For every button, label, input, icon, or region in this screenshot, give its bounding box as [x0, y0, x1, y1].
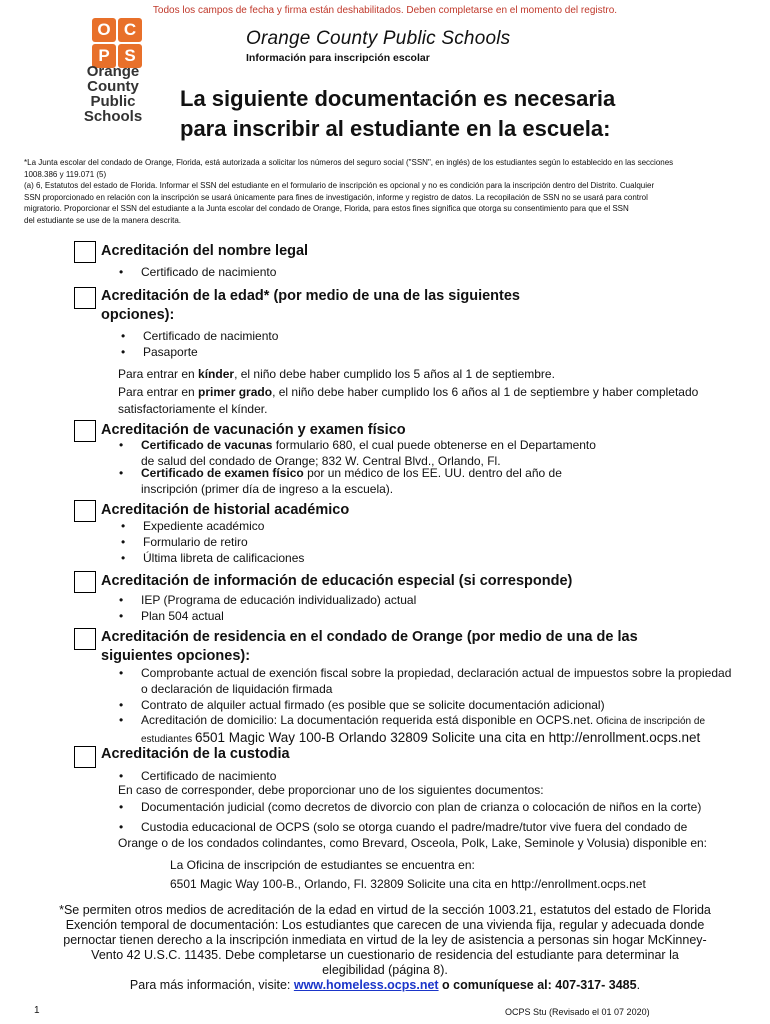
footer-line: elegibilidad (página 8). — [322, 963, 448, 977]
info-pre: Para más información, visite: — [129, 978, 294, 992]
first-grade-requirement — [118, 384, 738, 418]
page-title-line1: La siguiente documentación es necesaria — [180, 86, 616, 111]
vacunas-line2: de salud del condado de Orange; 832 W. Central Blvd., Orlando, Fl. — [141, 454, 501, 468]
page-title — [180, 84, 740, 144]
bullet-custodia-educacional: • Custodia educacional de OCPS (solo se otorga cuando el padre/madre/tutor vive fuera del condado de — [141, 819, 687, 835]
vacunas-text: formulario 680, el cual puede obtenerse en el Departamento — [272, 438, 596, 452]
vacunas-bold: Certificado de vacunas — [141, 438, 273, 452]
grade-bold: primer grado — [198, 385, 273, 399]
section-title-historial: Acreditación de historial académico — [101, 502, 350, 518]
bullet-certificado-nacimiento: • Certificado de nacimiento — [143, 328, 278, 344]
grade-post: , el niño debe haber cumplido los 6 años al 1 de septiembre y haber completado — [272, 385, 699, 399]
examen-bold: Certificado de examen físico — [141, 466, 304, 480]
info-end: . — [636, 978, 641, 992]
exencion-text: Comprobante actual de exención fiscal sobre la propiedad, declaración actual de impuestos sobre la propiedad — [141, 666, 732, 680]
domicilio-line2-small: estudiantes — [141, 734, 195, 745]
bullet-libreta: • Última libreta de calificaciones — [143, 550, 304, 566]
bullet-iep: • IEP (Programa de educación individualizado) actual — [141, 592, 416, 608]
bullet-certificado-nacimiento: • Certificado de nacimiento — [141, 768, 276, 784]
section-title-residencia-line1: Acreditación de residencia en el condado de Orange (por medio de una de las — [101, 629, 638, 645]
examen-text: por un médico de los EE. UU. dentro del año de — [303, 466, 562, 480]
office-intro: La Oficina de inscripción de estudiantes se encuentra en: — [170, 858, 475, 872]
footer-line: *Se permiten otros medios de acreditación de la edad en virtud de la sección 1003.21, estatutos del estado de Florida — [59, 903, 711, 917]
homeless-link[interactable]: www.homeless.ocps.net — [293, 978, 439, 992]
custodia-intro: En caso de corresponder, debe proporcionar uno de los siguientes documentos: — [118, 783, 544, 797]
legal-line: 1008.386 y 119.071 (5) — [24, 169, 107, 179]
section-title-residencia — [101, 628, 638, 666]
legal-line: (a) 6, Estatutos del estado de Florida. Informar el SSN del estudiante en el formulario de inscripción es opcional y no es condición para la inscripción dentro del Distrito. Cualquier — [24, 181, 655, 190]
grade-pre: Para entrar en — [118, 385, 199, 399]
logo-letter-p: P — [92, 44, 116, 68]
checkbox-historial[interactable] — [74, 500, 96, 522]
checkbox-educacion-especial[interactable] — [74, 571, 96, 593]
bullet-plan-504: • Plan 504 actual — [141, 608, 224, 624]
checkbox-nombre-legal[interactable] — [74, 241, 96, 263]
bullet-formulario-retiro: • Formulario de retiro — [143, 534, 248, 550]
legal-line: *La Junta escolar del condado de Orange, Florida, está autorizada a solicitar los números del seguro social ("SSN", en inglés) de los estudiantes según lo establecido en las secciones — [24, 158, 674, 167]
domicilio-small: Oficina de inscripción de — [593, 716, 706, 727]
footer-notes — [35, 903, 735, 993]
kinder-bold: kínder — [198, 367, 235, 381]
logo-letter-o: O — [92, 18, 116, 42]
grade-line2: satisfactoriamente el kínder. — [118, 402, 268, 416]
checkbox-vacunacion[interactable] — [74, 420, 96, 442]
legal-line: SSN proporcionado en relación con la inscripción se usará únicamente para fines de investigación, informe y registro de datos. La recopilación de SSN no se usará para control — [24, 192, 648, 202]
section-title-edad-line2: opciones): — [101, 307, 175, 323]
bullet-expediente: • Expediente académico — [143, 518, 264, 534]
bullet-contrato-alquiler: • Contrato de alquiler actual firmado (es posible que se solicite documentación adicional) — [141, 697, 605, 713]
page-title-line2: para inscribir al estudiante en la escuela: — [180, 116, 611, 141]
section-title-edad-line1: Acreditación de la edad* (por medio de una de las siguientes — [101, 288, 520, 304]
domicilio-text: Acreditación de domicilio: La documentación requerida está disponible en OCPS.net. — [141, 713, 594, 727]
section-title-vacunacion: Acreditación de vacunación y examen físico — [101, 422, 406, 438]
ocps-logo — [84, 18, 156, 68]
kinder-post: , el niño debe haber cumplido los 5 años al 1 de septiembre. — [234, 367, 555, 381]
disabled-fields-notice: Todos los campos de fecha y firma están deshabilitados. Deben completarse en el momento del registro. — [152, 5, 618, 16]
ssn-legal-notice — [24, 157, 749, 226]
legal-line: del estudiante se use de la manera descrita. — [24, 215, 181, 225]
logo-letter-c: C — [118, 18, 142, 42]
bullet-acreditacion-domicilio — [141, 712, 761, 748]
examen-line2: inscripción (primer día de ingreso a la escuela). — [141, 482, 394, 496]
legal-line: migratorio. Proporcionar el SSN del estudiante a la Junta escolar del condado de Orange, Florida, para estos fines significa que otorga su consentimiento para que el SSN — [24, 204, 629, 213]
bullet-pasaporte: • Pasaporte — [143, 344, 198, 360]
logo-letter-s: S — [118, 44, 142, 68]
footer-line: Exención temporal de documentación: Los estudiantes que carecen de una vivienda fija, regular y adecuada donde — [65, 918, 705, 932]
footer-line: Vento 42 U.S.C. 11435. Debe completarse un cuestionario de residencia del estudiante para determinar la — [91, 948, 679, 962]
kinder-pre: Para entrar en — [118, 367, 199, 381]
kinder-requirement — [118, 366, 555, 383]
bullet-comprobante-exencion — [141, 665, 761, 697]
org-title: Orange County Public Schools — [246, 28, 511, 49]
footer-line: pernoctar tienen derecho a la inscripción inmediata en virtud de la ley de asistencia a personas sin hogar McKinney- — [63, 933, 707, 947]
custodia-counties: Orange o de los condados colindantes, como Brevard, Osceola, Polk, Lake, Seminole y Volusia) disponible en: — [118, 836, 708, 850]
office-address: 6501 Magic Way 100-B., Orlando, Fl. 32809 Solicite una cita en http://enrollment.ocps.net — [170, 877, 646, 891]
section-title-edad — [101, 287, 520, 325]
logo-text: Orange County Public Schools — [83, 63, 143, 125]
exencion-line2: o declaración de liquidación firmada — [141, 682, 333, 696]
info-phone: o comuníquese al: 407-317- 3485 — [438, 978, 637, 992]
bullet-certificado-nacimiento: • Certificado de nacimiento — [141, 264, 276, 280]
section-title-residencia-line2: siguientes opciones): — [101, 648, 251, 664]
section-title-educacion-especial: Acreditación de información de educación especial (si corresponde) — [101, 573, 573, 589]
section-title-custodia: Acreditación de la custodia — [101, 746, 290, 762]
page-number: 1 — [34, 1005, 40, 1016]
form-revision: OCPS Stu (Revisado el 01 07 2020) — [505, 1007, 650, 1017]
footer-info — [35, 978, 735, 993]
bullet-documentacion-judicial: • Documentación judicial (como decretos de divorcio con plan de crianza o colocación de niños en la corte) — [141, 799, 701, 815]
org-subtitle: Información para inscripción escolar — [246, 52, 430, 64]
checkbox-edad[interactable] — [74, 287, 96, 309]
section-title-nombre-legal: Acreditación del nombre legal — [101, 243, 309, 259]
checkbox-residencia[interactable] — [74, 628, 96, 650]
domicilio-line2-big: 6501 Magic Way 100-B Orlando 32809 Solicite una cita en http://enrollment.ocps.net — [194, 730, 701, 745]
bullet-certificado-examen — [141, 465, 701, 497]
checkbox-custodia[interactable] — [74, 746, 96, 768]
